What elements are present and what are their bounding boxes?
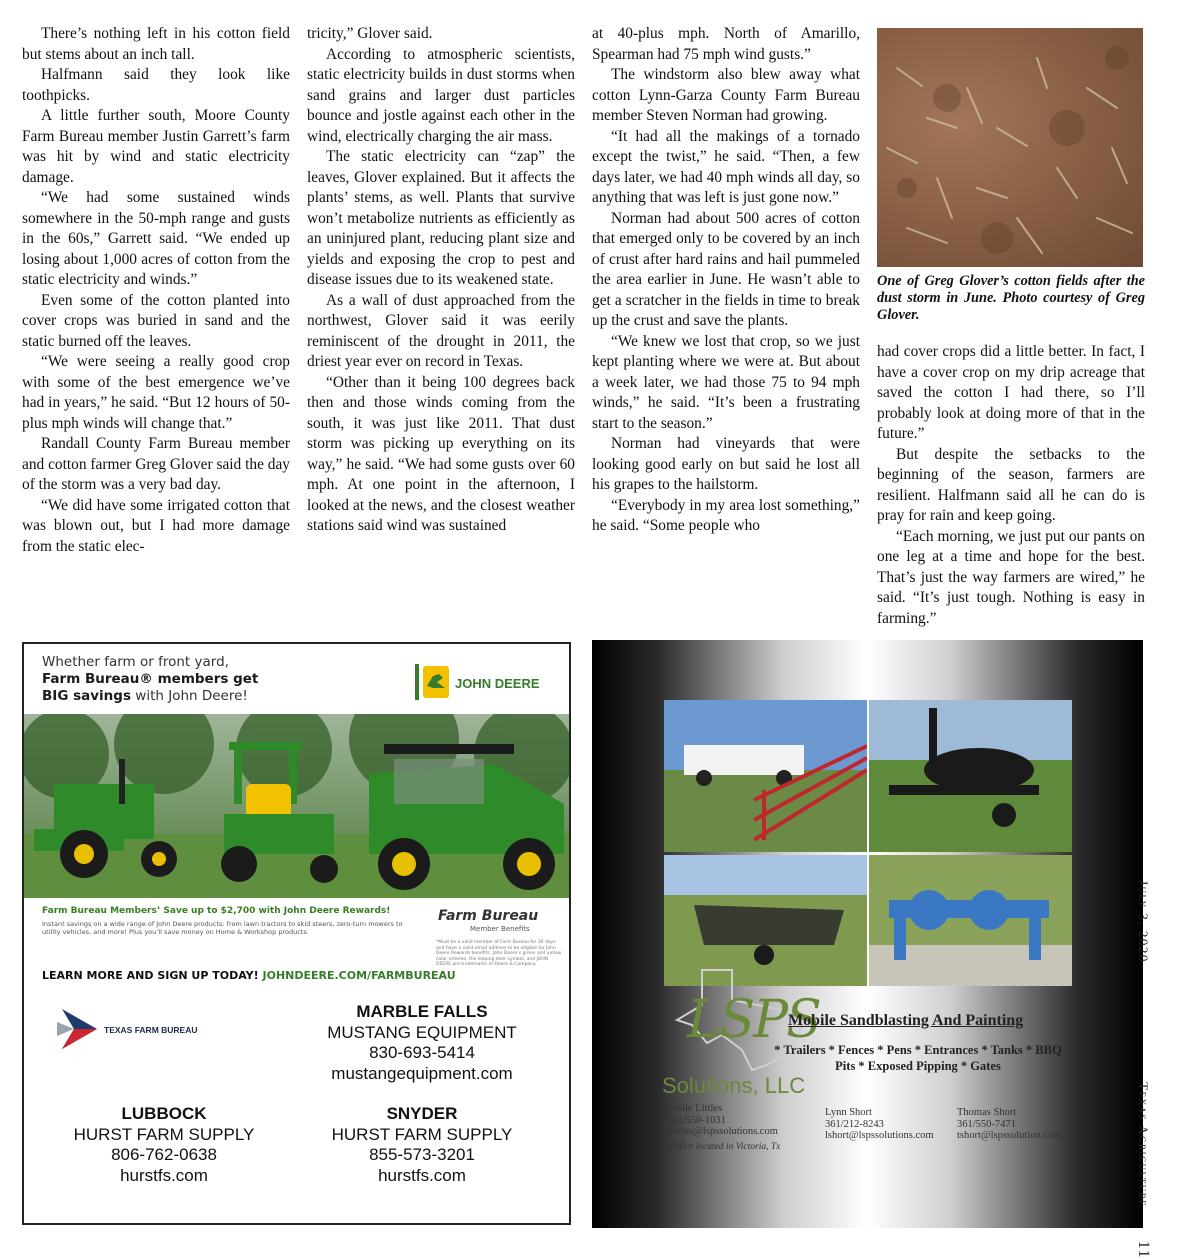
cotton-field-photo <box>877 28 1143 267</box>
paragraph: Even some of the cotton planted into cover crops was buried in sand and the static burned off the leaves. <box>22 291 290 350</box>
dealer-lubbock: LUBBOCK HURST FARM SUPPLY 806-762-0638 hurstfs.com <box>73 1104 255 1185</box>
article-column-3 <box>592 24 860 537</box>
issue-date: July 3, 2020 <box>1136 880 1151 963</box>
paragraph: According to atmospheric scientists, static electricity builds in dust storms when sand grains and larger dust particles bounce and jostle against each other in the wind, electrically charging the air mass. <box>307 45 575 145</box>
lsps-ad-title: Mobile Sandblasting And Painting <box>788 1012 1024 1029</box>
svg-text:JOHN DEERE: JOHN DEERE <box>455 676 540 691</box>
lsps-services: * Trailers * Fences * Pens * Entrances * Tanks * BBQ Pits * Exposed Pipping * Gates <box>774 1043 1062 1073</box>
paragraph: “Everybody in my area lost something,” he said. “Some people who <box>592 496 860 534</box>
john-deere-logo <box>415 662 565 702</box>
paragraph: “We were seeing a really good crop with some of the best emergence we’ve had in years,” he said. “But 12 hours of 50-plus mph winds will change that.” <box>22 353 290 432</box>
farm-bureau-logo: Farm Bureau <box>438 908 539 924</box>
photo-caption: One of Greg Glover’s cotton fields after the dust storm in June. Photo courtesy of Greg Glover. <box>877 273 1145 323</box>
article-column-4 <box>877 342 1145 629</box>
paragraph: Halfmann said they look like toothpicks. <box>22 66 290 104</box>
lsps-company-name: Solutions, LLC <box>662 1073 806 1098</box>
paragraph: had cover crops did a little better. In fact, I have a cover crop on my drip acreage that saved the cotton I had there, so I’ll probably look at doing more of that in the future.” <box>877 343 1145 442</box>
article-column-1 <box>22 24 290 557</box>
paragraph: The static electricity can “zap” the leaves, Glover explained. But it affects the plants’ stems, as well. Plants that survive won’t metabolize nutrients as efficiently as an uninjured plant, reducing plant size and yields and exposing the crop to pest and disease issues due to its weakened state. <box>307 148 575 288</box>
page-number: 11 <box>1135 1240 1152 1259</box>
paragraph: “Other than it being 100 degrees back then and those winds coming from the south, it was just like 2011. That dust storm was picking up everything on its way,” he said. “We had some gusts over 60 mph. At one point in the afternoon, I looked at the news, and the closest weather stations said wind was sustained <box>307 373 575 534</box>
paragraph: Norman had about 500 acres of cotton that emerged only to be covered by an inch of crust after hard rains and hail pummeled the area earlier in June. He wasn’t able to get a scratcher in the fields in time to break up the crust and save the plants. <box>592 209 860 329</box>
paragraph: A little further south, Moore County Farm Bureau member Justin Garrett’s farm was hit by wind and static electricity damage. <box>22 107 290 186</box>
paragraph: But despite the setbacks to the beginning of the season, farmers are resilient. Halfmann said all he can do is pray for rain and keep going. <box>877 445 1145 524</box>
bbq-pit-trailer-photo <box>869 700 1072 852</box>
jd-promo-text: Farm Bureau Members’ Save up to $2,700 with John Deere Rewards! Instant savings on a wide range of John Deere products: from lawn tractors to skid steers, zero-turn mowers to utility vehicles, and more! Plus you’ll save money on Home & Workshop products. <box>42 906 403 936</box>
lsps-logo: LSPS <box>687 990 820 1050</box>
contact-leslie-littles: Leslie Littles 361/550-1031 llittles@lspssolutions.com <box>667 1103 778 1137</box>
john-deere-equipment-photo <box>24 714 569 898</box>
paragraph: There’s nothing left in his cotton field but stems about an inch tall. <box>22 25 290 63</box>
dealer-snyder: SNYDER HURST FARM SUPPLY 855-573-3201 hurstfs.com <box>331 1104 513 1185</box>
jd-ad-banner <box>24 644 569 996</box>
jd-call-to-action[interactable]: LEARN MORE AND SIGN UP TODAY! JOHNDEERE.COM/FARMBUREAU <box>42 969 456 982</box>
farm-bureau-subtitle: Member Benefits <box>470 925 530 933</box>
paragraph: “We had some sustained winds somewhere in the 50-mph range and gusts in the 60s,” Garrett said. “We ended up losing about 1,000 acres of cotton from the static electricity and winds.” <box>22 189 290 288</box>
paragraph: The windstorm also blew away what cotton Lynn-Garza County Farm Bureau member Steven Norman had growing. <box>592 66 860 124</box>
blue-pipes-photo <box>869 855 1072 986</box>
publication-name: Texas Agriculture <box>1136 1082 1151 1208</box>
john-deere-advertisement <box>22 642 571 1225</box>
fine-print: *Must be a valid member of Farm Bureau for 30 days and have a valid email address to be eligible for John Deere Rewards benefits. John Deere’s green and yellow color scheme, the leaping deer symbol, and JOHN DEERE are trademarks of Deere & Company. <box>436 940 562 967</box>
truck-and-gate-photo <box>664 700 867 852</box>
texas-farm-bureau-label: TEXAS FARM BUREAU <box>104 1025 198 1035</box>
dealer-marble-falls: MARBLE FALLS MUSTANG EQUIPMENT 830-693-5414 mustangequipment.com <box>327 1002 517 1083</box>
paragraph: Norman had vineyards that were looking good early on but said he lost all his grapes to the hailstorm. <box>592 435 860 493</box>
page-folio <box>1134 880 1152 1259</box>
paragraph: As a wall of dust approached from the northwest, Glover said it was eerily reminiscent of the drought in 2011, the driest year ever on record in Texas. <box>307 291 575 370</box>
office-location: Office located in Victoria, Tx <box>670 1142 781 1152</box>
contact-lynn-short: Lynn Short 361/212-8243 lshort@lspssolutions.com <box>825 1107 934 1141</box>
paragraph: “We knew we lost that crop, so we just kept planting where we were at. But about a week later, we had those 75 to 94 mph winds,” he said. “It’s been a frustrating start to the season.” <box>592 332 860 432</box>
article-column-2 <box>307 24 575 537</box>
paragraph: Randall County Farm Bureau member and cotton farmer Greg Glover said the day of the storm was a very bad day. <box>22 435 290 493</box>
paragraph: “We did have some irrigated cotton that was blown out, but I had more damage from the static elec- <box>22 496 290 555</box>
jd-headline: Whether farm or front yard, Farm Bureau® members get BIG savings with John Deere! <box>42 654 259 704</box>
contact-thomas-short: Thomas Short 361/550-7471 tshort@lspssolution.com <box>957 1107 1062 1141</box>
lsps-advertisement <box>592 640 1143 1228</box>
paragraph: tricity,” Glover said. <box>307 25 433 42</box>
paragraph: “It had all the makings of a tornado except the twist,” he said. “Then, a few days later, we had 40 mph winds all day, so anything that was left is just gone now.” <box>592 127 860 206</box>
paragraph: “Each morning, we just put our pants on one leg at a time and hope for the best. That’s just the way farmers are wired,” he said. “It’s just tough. Nothing is easy in farming.” <box>877 527 1145 627</box>
paragraph: at 40-plus mph. North of Amarillo, Spearman had 75 mph wind gusts.” <box>592 25 860 63</box>
